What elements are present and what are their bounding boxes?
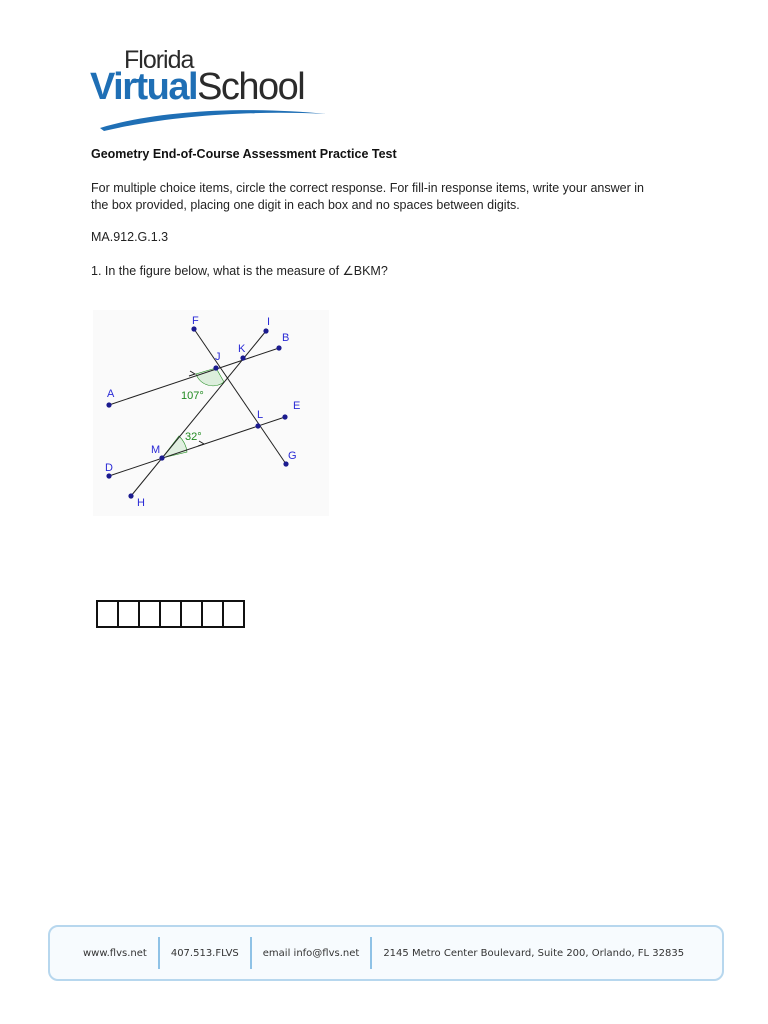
angle-32-shade xyxy=(162,436,187,458)
point-A xyxy=(106,402,111,407)
logo-swoosh-icon xyxy=(98,106,328,132)
document-title: Geometry End-of-Course Assessment Practice Test xyxy=(91,147,397,161)
point-J xyxy=(213,365,218,370)
label-M: M xyxy=(151,444,161,456)
label-A: A xyxy=(107,388,115,400)
footer-phone: 407.513.FLVS xyxy=(170,947,239,959)
geometry-figure-svg xyxy=(93,310,329,516)
standard-code: MA.912.G.1.3 xyxy=(91,230,169,244)
logo-school-text: School xyxy=(197,66,305,108)
answer-digit-box[interactable] xyxy=(182,602,203,626)
answer-digit-box[interactable] xyxy=(98,602,119,626)
point-F xyxy=(191,326,196,331)
answer-grid xyxy=(96,600,245,628)
label-D: D xyxy=(105,462,113,474)
flvs-logo xyxy=(90,42,330,134)
logo-virtual-school-text xyxy=(90,66,304,109)
answer-digit-box[interactable] xyxy=(161,602,182,626)
answer-digit-box[interactable] xyxy=(140,602,161,626)
footer-email: email info@flvs.net xyxy=(262,947,360,959)
point-E xyxy=(282,414,287,419)
logo-virtual-text: Virtual xyxy=(90,66,198,108)
point-H xyxy=(128,493,133,498)
label-H: H xyxy=(137,497,145,509)
line-HI xyxy=(131,331,266,496)
angle-32-label: 32° xyxy=(185,431,202,443)
question-1-text: 1. In the figure below, what is the measure of ∠BKM? xyxy=(91,264,388,278)
label-F: F xyxy=(192,315,199,327)
point-M xyxy=(159,455,164,460)
parallel-arrow-ab xyxy=(189,371,195,376)
geometry-figure xyxy=(93,310,329,516)
point-D xyxy=(106,473,111,478)
answer-digit-box[interactable] xyxy=(203,602,224,626)
footer-bar xyxy=(48,925,724,981)
point-I xyxy=(263,328,268,333)
label-J: J xyxy=(215,351,221,363)
point-L xyxy=(255,423,260,428)
label-G: G xyxy=(288,450,297,462)
footer-website: www.flvs.net xyxy=(83,947,147,959)
point-B xyxy=(276,345,281,350)
footer-address: 2145 Metro Center Boulevard, Suite 200, Orlando, FL 32835 xyxy=(383,947,685,959)
point-G xyxy=(283,461,288,466)
label-I: I xyxy=(267,316,271,328)
logo-florida-text: Florida xyxy=(124,46,194,74)
label-B: B xyxy=(282,332,290,344)
point-K xyxy=(240,355,245,360)
label-K: K xyxy=(238,343,246,355)
label-E: E xyxy=(293,400,301,412)
answer-digit-box[interactable] xyxy=(224,602,243,626)
answer-digit-box[interactable] xyxy=(119,602,140,626)
label-L: L xyxy=(257,409,264,421)
angle-107-label: 107° xyxy=(181,390,204,402)
instructions-text: For multiple choice items, circle the correct response. For fill-in response items, write your answer in the box provided, placing one digit in each box and no spaces between digits. xyxy=(91,181,644,212)
